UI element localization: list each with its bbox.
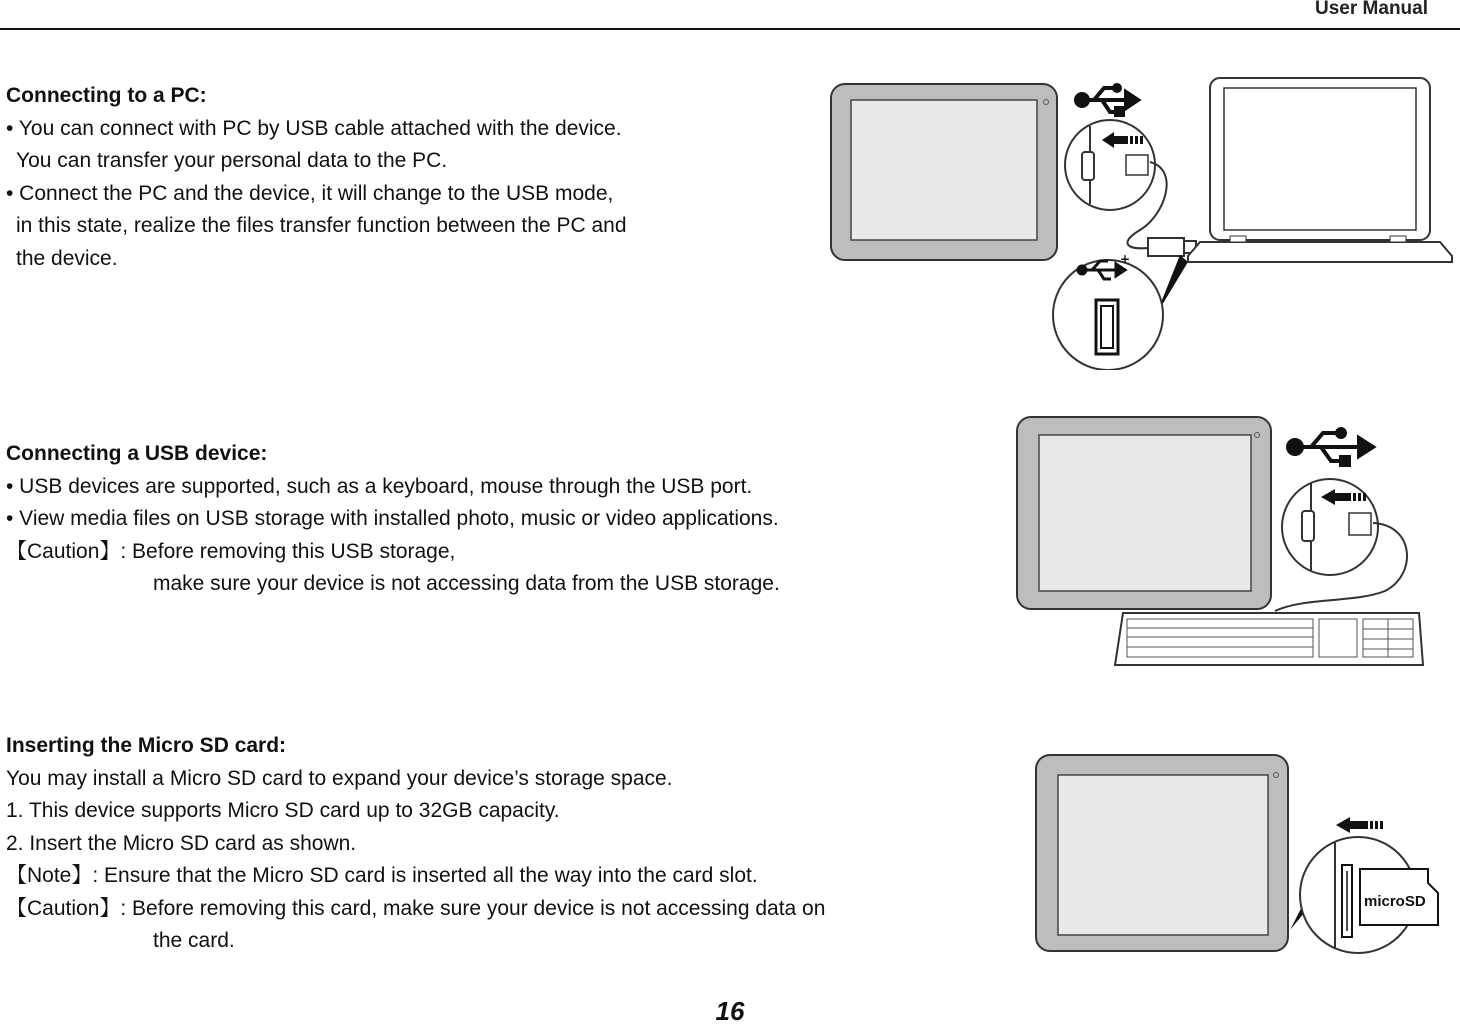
usb-port-icon [1053,252,1163,370]
body-line: 1. This device supports Micro SD card up to 32GB capacity. [6,799,560,822]
body-line: • You can connect with PC by USB cable attached with the device. [6,116,622,140]
body-line: 2. Insert the Micro SD card as shown. [6,831,357,855]
section-micro-sd [6,730,825,958]
caution-line: 【Caution】: Before removing this USB storage, [6,539,456,563]
usb-symbol-icon [1288,429,1373,465]
section-heading: Connecting to a PC: [6,84,207,107]
section-heading: Inserting the Micro SD card: [6,734,287,757]
header-title: User Manual [1315,0,1428,19]
microsd-illustration [1028,745,1453,960]
page-number: 16 [715,996,745,1026]
tablet-icon [831,84,1057,260]
svg-text:+: + [1120,252,1131,266]
body-line: You can transfer your personal data to the PC. [16,149,448,172]
body-line: • Connect the PC and the device, it will change to the USB mode, [6,181,614,205]
body-line: You may install a Micro SD card to expand your device’s storage space. [6,766,673,790]
caution-line: the card. [153,929,235,952]
body-line: • USB devices are supported, such as a keyboard, mouse through the USB port. [6,474,753,498]
laptop-icon [1188,78,1452,262]
caution-line: make sure your device is not accessing data from the USB storage. [153,572,780,595]
body-line: • View media files on USB storage with installed photo, music or video applications. [6,507,779,530]
tablet-icon [1017,417,1271,609]
microsd-card-icon [1300,837,1438,953]
header-divider [0,28,1460,30]
body-line: in this state, realize the files transfer function between the PC and [16,214,627,237]
note-line: 【Note】: Ensure that the Micro SD card is inserted all the way into the card slot. [6,864,758,887]
section-heading: Connecting a USB device: [6,442,268,465]
usb-symbol-icon [1076,85,1138,115]
arrow-left-icon [1336,817,1383,833]
usb-plug-icon [1148,238,1196,256]
section-connecting-usb [6,438,780,601]
section-connecting-pc [6,80,627,275]
usb-device-illustration [1005,405,1435,675]
caution-line: 【Caution】: Before removing this card, make sure your device is not accessing data on [6,896,826,920]
keyboard-icon [1115,613,1423,665]
tablet-icon [1036,755,1288,951]
microsd-label: microSD [1364,893,1426,910]
micro-usb-port-icon [1065,120,1155,210]
pc-connection-illustration [820,70,1460,370]
body-line: the device. [16,246,118,270]
